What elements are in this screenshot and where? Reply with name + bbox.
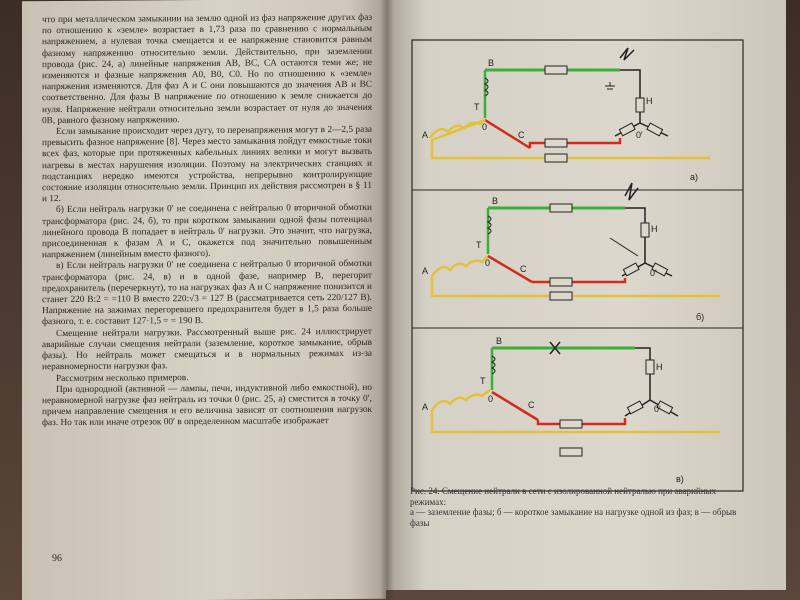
label-t-c: T [480, 376, 486, 386]
right-page [386, 0, 786, 590]
label-sub-a: а) [690, 172, 699, 182]
left-page-text [42, 13, 372, 430]
label-0p-b: 0′ [650, 268, 657, 278]
caption-title: Рис. 24. Смещение нейтрали в сети с изолированной нейтралью при аварийных режимах: [410, 486, 717, 507]
label-h-b: H [651, 224, 658, 234]
figure-24 [410, 38, 745, 493]
label-0p-c: 0′ [654, 404, 661, 414]
paragraph-5: Смещение нейтрали нагрузки. Рассмотренный выше рис. 24 иллюстрирует аварийные случаи смещения нейтрали (заземление, короткое замыкание, обрыв фазы). Но нейтраль может смещаться и в нормальных режимах из-за неравномерности нагрузки фаз. [42, 326, 372, 373]
label-a-b: A [422, 266, 429, 276]
panel-a [422, 48, 710, 182]
paragraph-6: Рассмотрим несколько примеров. [56, 372, 189, 384]
paragraph-7: При однородной (активной — лампы, печи, индуктивной либо емкостной), но неравномерной нагрузке фаз нейтраль из точки 0 (рис. 25, а) сместится в точку 0′, причем направление смещения и его величина зависят от соотношения нагрузок фаз. Но так или иначе отрезок 00′ в определенном масштабе изображает [42, 382, 372, 429]
label-b-c: B [496, 336, 503, 346]
paragraph-2: Если замыкание происходит через дугу, то перенапряжения могут в 2—2,5 раза превысить фазное напряжение [8]. Через место замыкания пойдут емкостные токи всех фаз, которые при протяженных кабельных линиях велики и могут вызвать нагревы в местах нарушения изоляции. Поэтому на электрических станциях и подстанциях нередко имеются устройства, непрерывно контролирующие состояние изоляции относительно земли. Принцип их действия рассмотрен в § 11 и 12. [42, 124, 372, 205]
label-t-b: T [476, 240, 482, 250]
label-a-c: A [422, 402, 429, 412]
label-sub-b: б) [696, 312, 705, 322]
label-t-a: T [474, 102, 480, 112]
caption-body: а — заземление фазы; б — короткое замыкание на нагрузке одной из фаз; в — обрыв фазы [410, 507, 737, 528]
label-c-b: C [520, 264, 527, 274]
label-c-c: C [528, 400, 535, 410]
label-sub-c: в) [676, 474, 684, 484]
figure-caption [410, 486, 750, 528]
label-a-a: A [422, 130, 429, 140]
book-gutter [380, 0, 394, 600]
paragraph-1: что при металлическом замыкании на землю одной из фаз напряжение других фаз по отношению к «земле» возрастает в 1,73 раза по сравнению с нормальным напряжением, а нулевая точка смещается и ее напряжение становится равным фазному напряжению относительно земли. Действительно, при заземлении провода (рис. 24, а) линейные напряжения AB, BC, CA остаются теми же; не изменяются и фазные напряжения A0, B0, C0. Но по отношению к «земле» напряжения изменяются. Для фаз A и C они повышаются до значения AB и BC соответственно. Для фазы B напряжение по отношению к земле снижается до нуля. Напряжение нейтрали относительно земли возрастает от нуля до значения 0B, равного фазному напряжению. [42, 12, 372, 126]
label-0-b: 0 [485, 258, 491, 268]
paragraph-3: б) Если нейтраль нагрузки 0′ не соединена с нейтралью 0 вторичной обмотки трансформатора (рис. 24, б), то при коротком замыкании одной фазы потенциал линейного провода B попадает в нейтраль 0′ нагрузки. Это значит, что нагрузка, присоединенная к фазам A и C, окажется под значительно повышенным напряжением (линейным вместо фазного). [42, 203, 372, 261]
page-number: 96 [52, 552, 62, 565]
label-0-a: 0 [482, 122, 488, 132]
label-0-c: 0 [488, 394, 494, 404]
panel-b [422, 183, 720, 322]
label-b-a: B [488, 58, 495, 68]
label-h-c: H [656, 362, 663, 372]
label-c-a: C [518, 130, 525, 140]
label-0p-a: 0′ [636, 130, 643, 140]
left-page [22, 0, 386, 600]
panel-c [422, 336, 720, 484]
paragraph-4: в) Если нейтраль нагрузки 0′ не соединена с нейтралью 0 вторичной обмотки трансформатора (рис. 24, в) и в одной фазе, например B, перегорит предохранитель (перечеркнут), то на нагрузках фаз A и C напряжение понизится и станет 220 В:2 = =110 В вместо 220:√3 = 127 В (рассматривается сеть 220/127 В). Напряжение на зажимах перегоревшего предохранителя будет в 1,5 раза больше фазного, т. е. составит 127·1,5 = = 190 В. [42, 259, 372, 328]
label-h-a: H [646, 96, 653, 106]
label-b-b: B [492, 196, 499, 206]
